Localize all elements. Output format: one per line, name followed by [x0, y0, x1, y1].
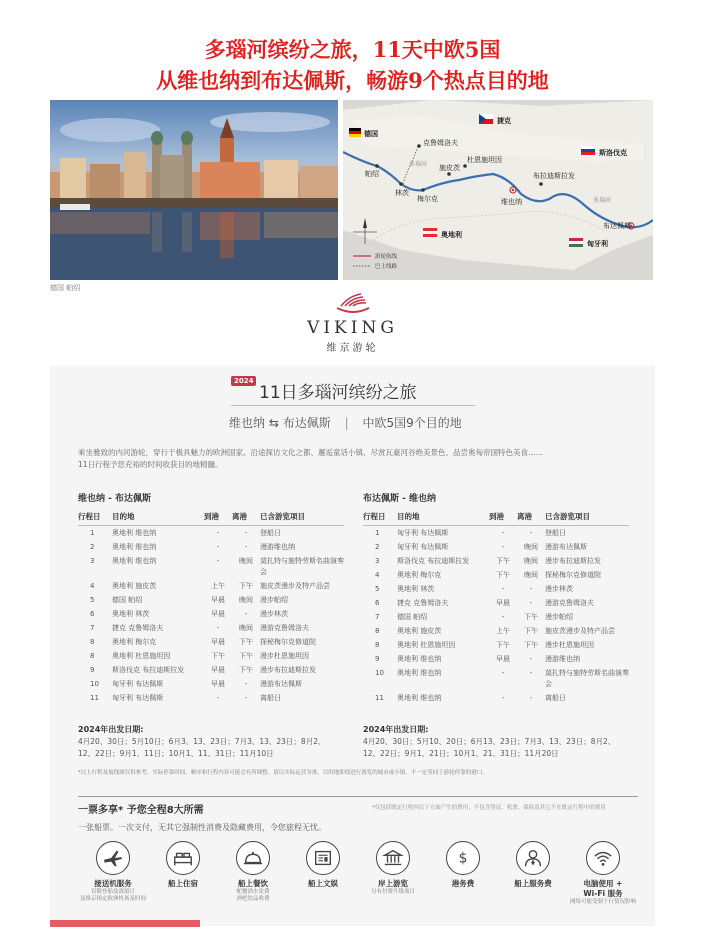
subtitle-summary: 中欧5国9个目的地: [362, 416, 462, 430]
row-day: 8: [375, 626, 380, 635]
perk-label: 港务费: [451, 879, 475, 888]
perk-airport-transfer: [78, 841, 148, 903]
passau-photo: [50, 100, 338, 280]
row-depart: -: [529, 528, 533, 537]
row-depart: 晚间: [239, 556, 253, 565]
row-depart: 下午: [239, 651, 253, 660]
header-day: 行程日: [363, 509, 397, 526]
row-arrive: 早晨: [211, 637, 225, 646]
table-row: [363, 596, 629, 610]
row-destination: 匈牙利 布达佩斯: [397, 542, 449, 551]
row-tour: 漫步杜恩施坦因: [545, 640, 594, 649]
map-country-slovakia: 斯洛伐克: [599, 149, 627, 157]
row-day: 9: [90, 665, 95, 674]
row-day: 11: [90, 693, 99, 702]
row-arrive: 早晨: [211, 609, 225, 618]
row-depart: 晚间: [239, 623, 253, 632]
table-row: [78, 554, 344, 579]
route-map: [343, 100, 653, 280]
dates-line-2: 12、22日；9月1、11日；10月1、11、31日；11月10日: [78, 749, 274, 758]
row-destination: 奥地利 杜恩施坦因: [397, 640, 456, 649]
row-arrive: -: [216, 693, 220, 702]
table-row: [363, 624, 629, 638]
perk-sub: 配餐酒水免费: [236, 889, 270, 895]
section-divider: [78, 796, 638, 797]
perk-label: 船上住宿: [168, 879, 198, 888]
row-arrive: -: [501, 528, 505, 537]
row-depart: -: [244, 679, 248, 688]
row-destination: 匈牙利 布达佩斯: [112, 693, 164, 702]
row-depart: 晚间: [239, 595, 253, 604]
subtitle-separator: |: [344, 416, 349, 430]
logo-cn-name: 维京游轮: [326, 343, 379, 354]
row-destination: 奥地利 梅尔克: [397, 570, 442, 579]
row-arrive: 早晨: [211, 665, 225, 674]
row-day: 8: [90, 651, 95, 660]
row-day: 3: [375, 556, 380, 565]
row-tour: 登船日: [545, 528, 566, 537]
row-arrive: -: [501, 542, 505, 551]
row-day: 10: [90, 679, 99, 688]
row-destination: 斯洛伐克 布拉迪斯拉发: [397, 556, 470, 565]
row-destination: 奥地利 维也纳: [112, 542, 157, 551]
itinerary-table: [78, 509, 344, 705]
row-day: 1: [375, 528, 380, 537]
row-arrive: -: [501, 584, 505, 593]
perk-dining: [218, 841, 288, 903]
row-day: 7: [375, 612, 380, 621]
flag-austria: [423, 228, 437, 237]
dates-line-1: 4月20、30日；5月10日；6月3、13、23日；7月3、13、23日；8月2、: [78, 737, 326, 746]
map-city-durnstein: 杜恩施坦因: [467, 156, 502, 164]
dates-heading: 2024年出发日期:: [78, 725, 144, 734]
intro-line-1: 乘坐雅致的内河游轮，穿行于极具魅力的欧洲国家。沿途探访文化之都、邂逅童话小镇、尽赏瓦豪河谷绝美景色、品尝奥匈帝国特色美食……: [78, 448, 543, 457]
year-badge: 2024: [231, 376, 256, 386]
row-day: 5: [375, 584, 380, 593]
itinerary-title: 布达佩斯 - 维也纳: [363, 494, 437, 504]
table-row: [78, 579, 344, 593]
header-arrive: 到港: [489, 509, 517, 526]
trip-intro: [78, 447, 638, 471]
departure-dates-left: [78, 724, 353, 760]
photo-caption: 德国 帕绍: [50, 284, 81, 292]
table-row: [78, 607, 344, 621]
row-destination: 奥地利 维也纳: [397, 654, 442, 663]
row-tour: 漫步布拉迪斯拉发: [545, 556, 601, 565]
row-arrive: -: [216, 542, 220, 551]
table-row: [363, 610, 629, 624]
row-depart: -: [529, 584, 533, 593]
row-depart: 下午: [239, 665, 253, 674]
row-tour: 漫游维也纳: [545, 654, 580, 663]
table-row: [78, 677, 344, 691]
row-arrive: -: [216, 623, 220, 632]
perk-label: 岸上游览: [378, 879, 408, 888]
onefare-note: *仅包括既定行程内以下方面产生的费用；不包含签证、机票、保险及其它不在既定行程中的费用: [372, 805, 606, 811]
row-day: 11: [375, 693, 384, 702]
table-row: [78, 621, 344, 635]
table-row: [78, 649, 344, 663]
row-arrive: 下午: [496, 570, 510, 579]
row-day: 7: [90, 623, 95, 632]
row-destination: 奥地利 施皮茨: [112, 581, 157, 590]
row-destination: 奥地利 维也纳: [397, 693, 442, 702]
perk-wifi: [568, 841, 638, 906]
map-city-passau: 帕绍: [365, 170, 379, 178]
row-tour: 登船日: [260, 528, 281, 537]
row-tour: 莫扎特与施特劳斯名曲演奏会: [545, 668, 629, 688]
perk-sub: 及维京指定欧洲机场及时间: [79, 896, 146, 902]
row-day: 1: [90, 528, 95, 537]
table-row: [78, 540, 344, 554]
perk-label: 船上餐饮: [238, 879, 268, 888]
row-arrive: 早晨: [211, 679, 225, 688]
row-tour: 漫游克鲁姆洛夫: [545, 598, 594, 607]
row-depart: 下午: [524, 626, 538, 635]
header-destination: 目的地: [397, 509, 489, 526]
map-legend-bus: 巴士线路: [375, 264, 398, 270]
row-depart: -: [529, 654, 533, 663]
row-tour: 漫步杜恩施坦因: [260, 651, 309, 660]
dates-line-2: 12、22日；9月1、21日；10月1、21、31日；11月20日: [363, 749, 559, 758]
flag-hungary: [569, 238, 583, 247]
header-destination: 目的地: [112, 509, 204, 526]
itinerary-vienna-budapest: [78, 491, 344, 705]
row-tour: 离船日: [260, 693, 281, 702]
headline: [0, 34, 705, 96]
itinerary-disclaimer: *以上行程及航线图仅供参考，实际停靠时间、顺序和行程内容可能会有所调整。请以实际运营为准。目的地即使进行游览的城市或小镇，不一定等同于游轮停靠的港口。: [78, 770, 488, 776]
row-depart: 下午: [239, 581, 253, 590]
row-tour: 漫步林茨: [260, 609, 288, 618]
newspaper-icon: [306, 841, 340, 875]
onefare-description: 一张船票。一次支付，无其它强制性消费及隐藏费用，令您旅程无忧。: [78, 823, 326, 832]
perk-label: 电脑使用 +: [583, 879, 623, 888]
row-arrive: -: [501, 612, 505, 621]
row-arrive: 下午: [496, 556, 510, 565]
row-tour: 漫游布达佩斯: [260, 679, 302, 688]
dollar-icon: [446, 841, 480, 875]
table-row: [78, 526, 344, 541]
row-arrive: -: [501, 668, 505, 677]
dining-cloche-icon: [236, 841, 270, 875]
table-row: [363, 582, 629, 596]
row-arrive: -: [501, 693, 505, 702]
header-tour: 已含游览项目: [260, 509, 344, 526]
wifi-icon: [586, 841, 620, 875]
map-city-budapest: 布达佩斯: [603, 222, 631, 230]
table-row: [363, 691, 629, 705]
row-destination: 奥地利 维也纳: [112, 556, 157, 565]
map-city-krumlov: 克鲁姆洛夫: [423, 139, 458, 147]
row-tour: 漫游克鲁姆洛夫: [260, 623, 309, 632]
row-day: 4: [375, 570, 380, 579]
perk-label-2: Wi-Fi 服务: [583, 889, 623, 898]
row-day: 2: [375, 542, 380, 551]
trip-title: 11日多瑙河缤纷之旅: [259, 383, 417, 403]
row-depart: 晚间: [524, 556, 538, 565]
row-arrive: 上午: [496, 626, 510, 635]
row-destination: 匈牙利 布达佩斯: [397, 528, 449, 537]
dates-line-1: 4月20、30日；5月10、20日；6月13、23日；7月3、13、23日；8月2、: [363, 737, 616, 746]
table-row: [78, 635, 344, 649]
row-arrive: 下午: [496, 640, 510, 649]
itinerary-title: 维也纳 - 布达佩斯: [78, 494, 152, 504]
row-tour: 漫游布达佩斯: [545, 542, 587, 551]
row-destination: 捷克 克鲁姆洛夫: [112, 623, 164, 632]
row-depart: -: [244, 528, 248, 537]
svg-text:$: $: [458, 850, 468, 867]
row-day: 9: [375, 654, 380, 663]
landmark-icon: [376, 841, 410, 875]
perk-sub: 网络可能受制于行情况影响: [569, 899, 636, 905]
passau-photo-illustration: [50, 100, 338, 280]
map-city-spitz: 施皮茨: [439, 164, 460, 172]
header-arrive: 到港: [204, 509, 232, 526]
perk-label: 接送机服务: [94, 879, 132, 888]
row-tour: 探秘梅尔克修道院: [545, 570, 601, 579]
row-destination: 德国 帕绍: [397, 612, 428, 621]
header-day: 行程日: [78, 509, 112, 526]
footer-accent-bar: [50, 920, 200, 927]
table-row: [78, 691, 344, 705]
viking-logo: [300, 292, 405, 354]
logo-wordmark: VIKING: [307, 318, 398, 338]
itinerary-table: [363, 509, 629, 705]
itinerary-header-row: [363, 509, 629, 526]
perk-accommodation: [148, 841, 218, 889]
row-destination: 捷克 克鲁姆洛夫: [397, 598, 449, 607]
table-row: [363, 568, 629, 582]
headline-line-1: 多瑙河缤纷之旅，11天中欧5国: [204, 37, 501, 62]
flag-germany: [349, 128, 361, 137]
row-arrive: 下午: [211, 651, 225, 660]
row-destination: 德国 帕绍: [112, 595, 143, 604]
header-tour: 已含游览项目: [545, 509, 629, 526]
title-divider: [231, 405, 475, 406]
row-tour: 漫步帕绍: [260, 595, 288, 604]
row-destination: 奥地利 林茨: [397, 584, 435, 593]
map-country-czech: 捷克: [497, 117, 511, 125]
row-day: 3: [90, 556, 95, 565]
row-day: 2: [90, 542, 95, 551]
row-depart: -: [244, 609, 248, 618]
row-depart: -: [244, 542, 248, 551]
row-destination: 斯洛伐克 布拉迪斯拉发: [112, 665, 185, 674]
viking-ship-icon: [333, 292, 373, 314]
row-arrive: 上午: [211, 581, 225, 590]
row-tour: 离船日: [545, 693, 566, 702]
perk-port-charges: [428, 841, 498, 889]
row-depart: 晚间: [524, 542, 538, 551]
perk-sub: 仅限登船及离船日: [90, 889, 135, 895]
perk-excursions: [358, 841, 428, 896]
row-destination: 奥地利 林茨: [112, 609, 150, 618]
map-city-melk: 梅尔克: [417, 195, 438, 203]
row-day: 8: [375, 640, 380, 649]
row-tour: 漫游维也纳: [260, 542, 295, 551]
row-destination: 奥地利 维也纳: [397, 668, 442, 677]
map-country-hungary: 匈牙利: [587, 240, 608, 248]
row-tour: 莫扎特与施特劳斯名曲演奏会: [260, 556, 344, 576]
perk-sub: 另有付费升级项目: [370, 889, 415, 895]
row-day: 4: [90, 581, 95, 590]
route-map-svg: [343, 100, 653, 280]
map-river-label-2: 多瑙河: [593, 197, 612, 204]
map-river-label-1: 多瑙河: [409, 161, 428, 168]
row-depart: -: [529, 693, 533, 702]
row-tour: 漫步布拉迪斯拉发: [260, 665, 316, 674]
headline-line-2: 从维也纳到布达佩斯，畅游9个热点目的地: [156, 68, 549, 93]
row-depart: 下午: [239, 637, 253, 646]
map-country-germany: 德国: [364, 130, 378, 138]
header-depart: 离港: [517, 509, 545, 526]
subtitle-from: 维也纳: [229, 416, 266, 430]
row-tour: 施皮茨漫步及特产品尝: [545, 626, 615, 635]
flag-slovakia: [581, 146, 595, 155]
itinerary-budapest-vienna: [363, 491, 629, 705]
row-arrive: 早晨: [496, 654, 510, 663]
airport-transfer-icon: [96, 841, 130, 875]
row-depart: 下午: [524, 640, 538, 649]
row-destination: 匈牙利 布达佩斯: [112, 679, 164, 688]
bed-icon: [166, 841, 200, 875]
perk-sub: 酒吧饮品收费: [236, 896, 270, 902]
map-city-linz: 林茨: [395, 189, 409, 197]
table-row: [363, 652, 629, 666]
row-tour: 施皮茨漫步及特产品尝: [260, 581, 330, 590]
dates-heading: 2024年出发日期:: [363, 725, 429, 734]
row-day: 10: [375, 668, 384, 677]
row-tour: 探秘梅尔克修道院: [260, 637, 316, 646]
departure-dates-right: [363, 724, 638, 760]
subtitle-arrow: ⇆: [268, 416, 279, 430]
intro-line-2: 11日行程予您充裕的时间收获目的地精髓。: [78, 460, 223, 469]
itinerary-header-row: [78, 509, 344, 526]
row-destination: 奥地利 施皮茨: [397, 626, 442, 635]
row-day: 6: [375, 598, 380, 607]
perk-label: 船上文娱: [308, 879, 338, 888]
row-tour: 漫步帕绍: [545, 612, 573, 621]
row-depart: -: [244, 693, 248, 702]
table-row: [363, 554, 629, 568]
row-depart: 下午: [524, 612, 538, 621]
header-depart: 离港: [232, 509, 260, 526]
table-row: [78, 663, 344, 677]
map-city-vienna: 维也纳: [501, 198, 522, 206]
map-legend-river: 游轮航线: [375, 254, 398, 260]
perk-label: 船上服务费: [514, 879, 552, 888]
row-day: 6: [90, 609, 95, 618]
crew-icon: [516, 841, 550, 875]
table-row: [363, 526, 629, 541]
table-row: [363, 540, 629, 554]
onefare-title: 一票多享* 予您全程8大所需: [78, 805, 204, 816]
row-arrive: 早晨: [211, 595, 225, 604]
row-depart: 晚间: [524, 570, 538, 579]
flag-czech: [479, 114, 493, 124]
table-row: [363, 666, 629, 691]
row-day: 8: [90, 637, 95, 646]
row-depart: -: [529, 598, 533, 607]
map-country-austria: 奥地利: [441, 231, 462, 239]
row-destination: 奥地利 维也纳: [112, 528, 157, 537]
itinerary-body: [363, 526, 629, 706]
row-arrive: 早晨: [496, 598, 510, 607]
subtitle-to: 布达佩斯: [282, 416, 331, 430]
table-row: [78, 593, 344, 607]
row-day: 5: [90, 595, 95, 604]
perk-service-fees: [498, 841, 568, 889]
itinerary-body: [78, 526, 344, 706]
included-perks: [78, 841, 638, 921]
row-arrive: -: [216, 528, 220, 537]
row-depart: -: [529, 668, 533, 677]
row-destination: 奥地利 梅尔克: [112, 637, 157, 646]
trip-subtitle: [229, 414, 462, 431]
row-arrive: -: [216, 556, 220, 565]
perk-entertainment: [288, 841, 358, 889]
map-city-bratislava: 布拉迪斯拉发: [533, 172, 575, 180]
table-row: [363, 638, 629, 652]
row-destination: 奥地利 杜恩施坦因: [112, 651, 171, 660]
row-tour: 漫步林茨: [545, 584, 573, 593]
